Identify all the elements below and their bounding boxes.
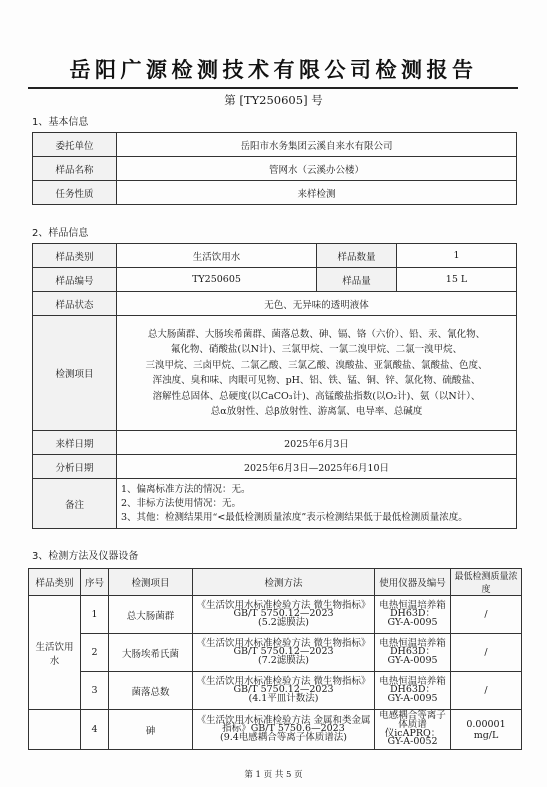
section-methods-heading: 3、检测方法及仪器设备 <box>32 551 139 562</box>
section-basic-info-heading: 1、基本信息 <box>32 117 89 128</box>
instrument-cell <box>375 710 451 750</box>
instrument-line: DH63D： <box>389 684 436 696</box>
amount-label: 样品量 <box>317 268 397 292</box>
analysis-date-label: 分析日期 <box>33 455 117 479</box>
analysis-date-value: 2025年6月3日—2025年6月10日 <box>117 455 517 479</box>
items-line: 总大肠菌群、大肠埃希菌群、菌落总数、砷、镉、铬（六价）、铅、汞、氰化物、 <box>147 328 486 340</box>
instrument-line: 电热恒温培养箱 <box>379 675 446 687</box>
client-label: 委托单位 <box>33 133 117 157</box>
table-row <box>29 596 522 634</box>
note-line: 2、非标方法使用情况：无。 <box>121 497 242 509</box>
row-number: 3 <box>81 672 109 710</box>
task-nature-value: 来样检测 <box>117 181 517 205</box>
report-title: 岳阳广源检测技术有限公司检测报告 <box>69 58 478 82</box>
sample-info-row <box>33 244 517 268</box>
method-cell <box>193 710 375 750</box>
method-line: 《生活饮用水标准检验方法 金属和类金属 <box>196 714 371 726</box>
basic-info-row <box>33 133 517 157</box>
sample-name-value: 管网水（云溪办公楼） <box>117 157 517 181</box>
received-date-value: 2025年6月3日 <box>117 431 517 455</box>
instrument-line: DH63D： <box>389 608 436 620</box>
sample-info-row <box>33 455 517 479</box>
sample-type-label: 样品类别 <box>33 244 117 268</box>
limit-cell: 0.00001 mg/L <box>451 710 522 750</box>
method-line: 《生活饮用水标准检验方法 微生物指标》 <box>196 637 371 649</box>
method-line: (9.4电感耦合等离子体质谱法) <box>219 731 348 743</box>
quantity-label: 样品数量 <box>317 244 397 268</box>
instrument-line: GY-A-0095 <box>387 692 438 704</box>
task-nature-label: 任务性质 <box>33 181 117 205</box>
instrument-cell <box>375 672 451 710</box>
col-header: 检测项目 <box>109 569 193 596</box>
client-value: 岳阳市水务集团云溪自来水有限公司 <box>117 133 517 157</box>
test-item: 大肠埃希氏菌 <box>109 634 193 672</box>
method-line: 指标》GB/T 5750.6—2023 <box>222 723 345 735</box>
test-item: 菌落总数 <box>109 672 193 710</box>
note-line: 3、其他：检测结果用“<最低检测质量浓度”表示检测结果低于最低检测质量浓度。 <box>121 511 468 523</box>
instrument-line: 电感耦合等离子体质谱 <box>379 710 446 730</box>
table-row <box>29 634 522 672</box>
col-header: 样品类别 <box>29 569 81 596</box>
amount-value: 15 L <box>397 268 517 292</box>
method-line: 《生活饮用水标准检验方法 微生物指标》 <box>196 675 371 687</box>
items-value <box>117 316 517 431</box>
instrument-line: DH63D： <box>389 646 436 658</box>
notes-label: 备注 <box>33 479 117 529</box>
method-cell <box>193 672 375 710</box>
method-cell <box>193 634 375 672</box>
basic-info-table <box>32 132 517 205</box>
sample-info-row <box>33 479 517 529</box>
basic-info-row <box>33 181 517 205</box>
row-number: 1 <box>81 596 109 634</box>
received-date-label: 来样日期 <box>33 431 117 455</box>
instrument-cell <box>375 634 451 672</box>
test-item: 总大肠菌群 <box>109 596 193 634</box>
method-line: (7.2滤膜法) <box>257 654 310 666</box>
basic-info-row <box>33 157 517 181</box>
items-line: 三溴甲烷、三卤甲烷、二氯乙酸、三氯乙酸、溴酸盐、亚氯酸盐、氯酸盐、色度、 <box>145 359 488 371</box>
method-line: GB/T 5750.12—2023 <box>233 646 334 658</box>
method-cell <box>193 596 375 634</box>
state-value: 无色、无异味的透明液体 <box>117 292 517 316</box>
items-label: 检测项目 <box>33 316 117 431</box>
items-line: 氟化物、硝酸盐(以N计)、三氯甲烷、一氯二溴甲烷、二氯一溴甲烷、 <box>170 344 463 355</box>
sample-info-table <box>32 243 517 529</box>
note-line: 1、偏离标准方法的情况：无。 <box>121 483 251 495</box>
title-rule <box>28 87 518 89</box>
items-line: 总α放射性、总β放射性、游离氯、电导率、总碱度 <box>210 406 423 417</box>
method-line: (4.1平皿计数法) <box>248 692 319 704</box>
method-line: (5.2滤膜法) <box>257 616 310 628</box>
items-line: 溶解性总固体、总硬度(以CaCO₃计)、高锰酸盐指数(以O₂计)、氨（以N计）、 <box>152 390 481 402</box>
col-header: 序号 <box>81 569 109 596</box>
methods-header-row <box>29 569 522 596</box>
page-footer: 第 1 页 共 5 页 <box>244 770 303 780</box>
sample-info-row <box>33 292 517 316</box>
col-header: 使用仪器及编号 <box>375 569 451 596</box>
sample-info-row <box>33 316 517 431</box>
table-row <box>29 672 522 710</box>
report-number: 第 [TY250605] 号 <box>224 93 323 107</box>
instrument-line: 电热恒温培养箱 <box>379 599 446 611</box>
method-line: GB/T 5750.12—2023 <box>233 608 334 620</box>
sample-no-label: 样品编号 <box>33 268 117 292</box>
methods-table <box>28 568 522 750</box>
instrument-line: GY-A-0095 <box>387 616 438 628</box>
row-number: 2 <box>81 634 109 672</box>
limit-cell: / <box>451 596 522 634</box>
sample-info-row <box>33 268 517 292</box>
items-line: 浑浊度、臭和味、肉眼可见物、pH、铝、铁、锰、铜、锌、氯化物、硫酸盐、 <box>152 375 481 386</box>
limit-cell: / <box>451 672 522 710</box>
instrument-line: 仪icAPRQ： <box>384 727 441 739</box>
category-cell-continued <box>29 710 81 750</box>
table-row <box>29 710 522 750</box>
notes-value <box>117 479 517 529</box>
section-sample-info-heading: 2、样品信息 <box>32 228 89 239</box>
instrument-cell <box>375 596 451 634</box>
instrument-line: GY-A-0095 <box>387 654 438 666</box>
row-number: 4 <box>81 710 109 750</box>
quantity-value: 1 <box>397 244 517 268</box>
col-header: 检测方法 <box>193 569 375 596</box>
test-item: 砷 <box>109 710 193 750</box>
instrument-line: 电热恒温培养箱 <box>379 637 446 649</box>
category-cell: 生活饮用水 <box>29 596 81 710</box>
instrument-line: GY-A-0052 <box>387 736 438 748</box>
sample-type-value: 生活饮用水 <box>117 244 317 268</box>
sample-info-row <box>33 431 517 455</box>
method-line: GB/T 5750.12—2023 <box>233 684 334 696</box>
limit-cell: / <box>451 634 522 672</box>
sample-no-value: TY250605 <box>117 268 317 292</box>
col-header: 最低检测质量浓度 <box>451 569 522 596</box>
sample-name-label: 样品名称 <box>33 157 117 181</box>
state-label: 样品状态 <box>33 292 117 316</box>
method-line: 《生活饮用水标准检验方法 微生物指标》 <box>196 599 371 611</box>
